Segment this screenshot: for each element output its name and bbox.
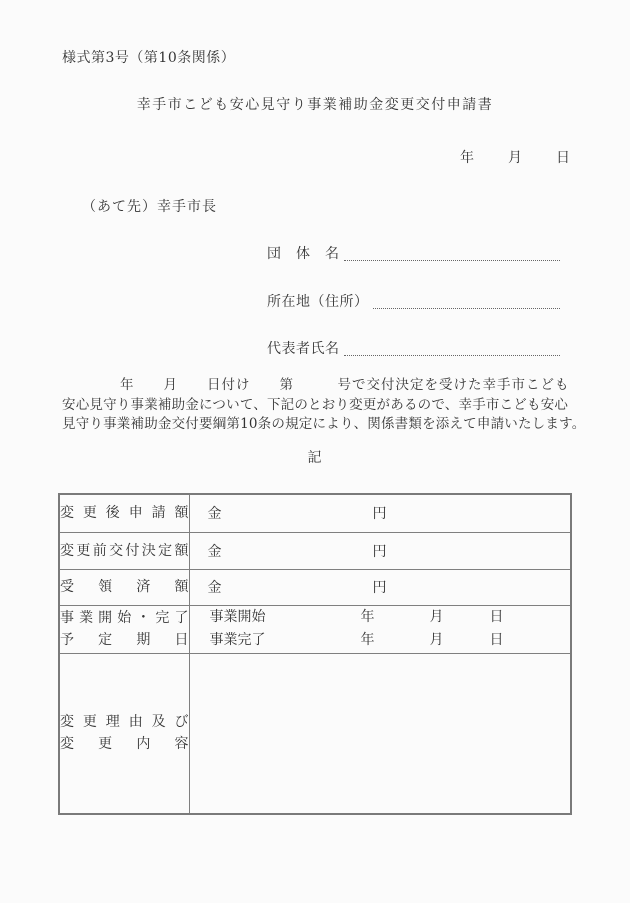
date-month-label: 月 xyxy=(508,150,522,166)
year-label: 年 xyxy=(360,632,375,648)
row-project-schedule xyxy=(59,605,571,653)
amount-unit: 円 xyxy=(372,580,387,596)
schedule-name: 事業完了 xyxy=(209,632,266,648)
row-value-cell xyxy=(189,569,571,605)
body-line: 見守り事業補助金交付要綱第10条の規定により、関係書類を添えて申請いたします。 xyxy=(62,416,586,432)
record-mark: 記 xyxy=(307,450,323,466)
org-name-label: 団 体 名 xyxy=(267,246,340,262)
row-label: 受領済額 xyxy=(60,579,189,595)
row-label: 変更前交付決定額 xyxy=(60,542,189,559)
schedule-start-line xyxy=(190,606,571,629)
body-line: 安心見守り事業補助金について、下記のとおり変更があるので、幸手市こども安心 xyxy=(62,396,569,413)
row-amount-after-change xyxy=(59,494,571,532)
row-label-cell xyxy=(59,605,189,653)
row-value-cell xyxy=(189,532,571,569)
row-label: 変更理由及び xyxy=(60,714,189,731)
row-value-cell xyxy=(189,653,571,814)
row-label: 予定期日 xyxy=(60,632,189,648)
row-label-cell xyxy=(59,569,189,605)
representative-label: 代表者氏名 xyxy=(267,341,340,357)
row-amount-received xyxy=(59,569,571,605)
row-label: 変更後申請額 xyxy=(60,505,189,522)
row-label: 変更内容 xyxy=(60,736,189,753)
row-label-cell xyxy=(59,653,189,814)
amount-prefix: 金 xyxy=(207,543,222,560)
row-label-cell xyxy=(59,494,189,532)
year-label: 年 xyxy=(360,609,375,625)
day-label: 日 xyxy=(489,632,504,648)
form-number-label: 様式第3号（第10条関係） xyxy=(62,50,236,66)
address-fill-line xyxy=(373,296,561,309)
amount-unit: 円 xyxy=(372,506,387,523)
row-change-reason xyxy=(59,653,571,814)
org-name-fill-line xyxy=(344,248,561,261)
row-value-cell xyxy=(189,605,571,653)
amount-prefix: 金 xyxy=(207,506,222,523)
month-label: 月 xyxy=(429,609,444,625)
issue-date-line xyxy=(460,147,570,167)
representative-row xyxy=(267,340,560,358)
application-table xyxy=(58,493,572,815)
body-line: 年 月 日付け 第 号で交付決定を受けた幸手市こども xyxy=(62,377,570,393)
document-title: 幸手市こども安心見守り事業補助金変更交付申請書 xyxy=(136,97,494,113)
row-amount-before-change xyxy=(59,532,571,569)
representative-fill-line xyxy=(344,343,561,356)
schedule-name: 事業開始 xyxy=(209,609,266,625)
date-year-label: 年 xyxy=(460,150,474,166)
amount-unit: 円 xyxy=(372,543,387,560)
amount-prefix: 金 xyxy=(207,580,222,596)
address-row xyxy=(267,293,560,311)
day-label: 日 xyxy=(489,609,504,625)
row-label-cell xyxy=(59,532,189,569)
body-paragraph xyxy=(62,376,586,435)
row-label: 事業開始・完了 xyxy=(60,610,189,626)
schedule-end-line xyxy=(190,629,571,652)
month-label: 月 xyxy=(429,632,444,648)
row-value-cell xyxy=(189,494,571,532)
address-label: 所在地（住所） xyxy=(267,294,369,310)
org-name-row xyxy=(267,245,560,263)
date-day-label: 日 xyxy=(556,150,570,166)
addressee-label: （あて先）幸手市長 xyxy=(82,199,217,215)
